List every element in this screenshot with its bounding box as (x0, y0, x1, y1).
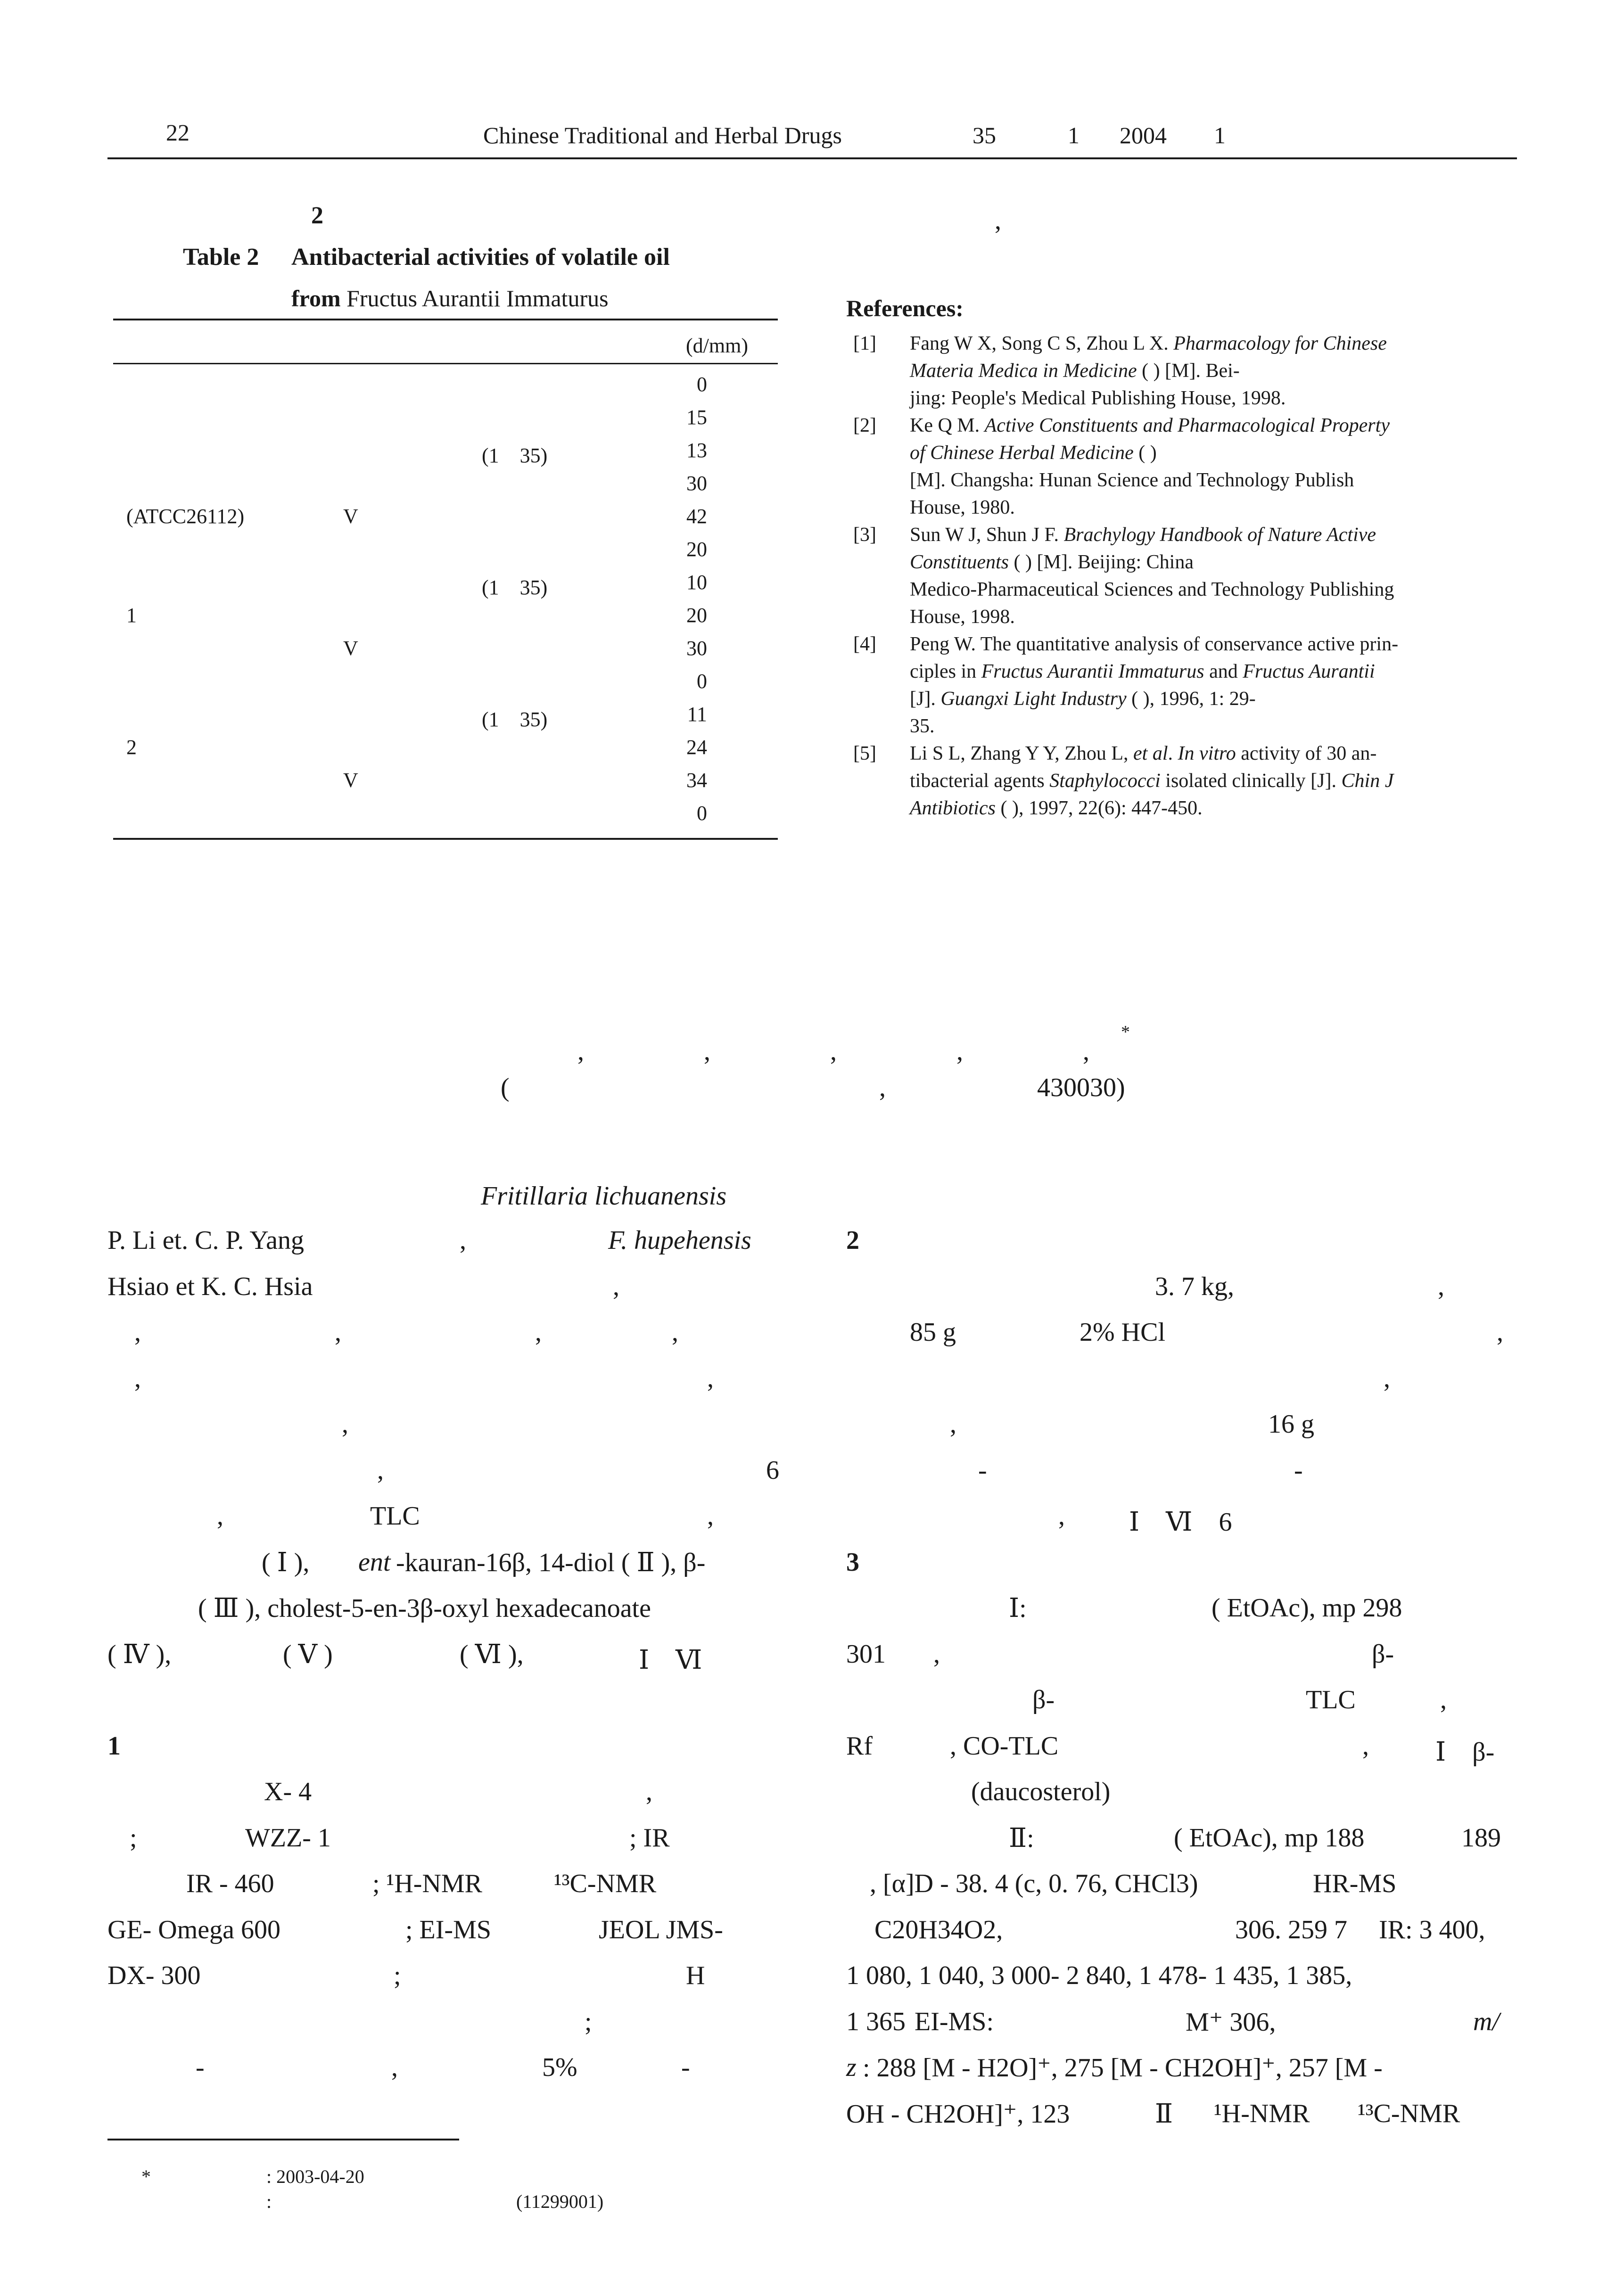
reference-text: Brachylogy Handbook of Nature Active (1063, 524, 1376, 546)
reference-text: Antibiotics (910, 797, 996, 819)
body-text: Rf (846, 1731, 873, 1761)
table2-title-species: Fructus Aurantii Immaturus (346, 285, 609, 312)
reference-text: ( ), 1997, 22(6): 447-450. (996, 797, 1203, 819)
body-text: , (342, 1410, 348, 1439)
table2-cell-value: 20 (686, 604, 707, 627)
body-text: ; (130, 1823, 137, 1853)
table2-title-from: from (291, 285, 341, 312)
body-text: m/ (1473, 2007, 1500, 2036)
body-text: 6 (766, 1456, 779, 1485)
body-text: ( EtOAc), mp 298 (1211, 1593, 1402, 1623)
reference-line (910, 795, 1203, 822)
body-text: Ⅰ: (1009, 1594, 1027, 1623)
body-text: 189 (1461, 1823, 1501, 1853)
reference-text: House, 1980. (910, 497, 1015, 518)
body-text: , (950, 1410, 956, 1439)
reference-text: et al (1133, 743, 1168, 764)
body-text: , [α]D - 38. 4 (c, 0. 76, CHCl3) (870, 1869, 1198, 1898)
table2-cell-organism: 1 (126, 604, 137, 627)
body-text: 301 (846, 1640, 886, 1669)
affiliation-postcode: 430030) (1037, 1073, 1125, 1102)
table2-cell-type: V (343, 637, 358, 660)
table2-cell-value: 30 (686, 472, 707, 495)
body-text: ( EtOAc), mp 188 (1174, 1823, 1365, 1853)
fund-colon: : (266, 2191, 272, 2212)
body-text: ( Ⅰ ), (262, 1548, 310, 1577)
table2-cell-value: 0 (697, 802, 707, 825)
journal-year: 2004 (1120, 122, 1167, 148)
body-text: ( Ⅵ ), (460, 1640, 524, 1669)
table2-cell-value: 42 (686, 505, 707, 528)
journal-month: 1 (1214, 122, 1226, 148)
body-text: , (672, 1318, 678, 1347)
received-date: : 2003-04-20 (266, 2166, 364, 2187)
body-text: EI-MS: (915, 2007, 994, 2036)
reference-line (910, 412, 1390, 439)
journal-issue: 1 (1068, 122, 1080, 148)
reference-line (910, 330, 1387, 357)
body-text: ( Ⅴ ) (283, 1640, 333, 1669)
table2-cell-value: 0 (697, 670, 707, 693)
body-text: , (1384, 1364, 1390, 1393)
body-text: P. Li et. C. P. Yang (107, 1226, 305, 1255)
body-text: ( Ⅲ ), cholest-5-en-3β-oxyl hexadecanoate (198, 1594, 651, 1623)
fund-code: (11299001) (516, 2191, 604, 2212)
table2-cell-value: 30 (686, 637, 707, 660)
body-text: GE- Omega 600 (107, 1915, 281, 1944)
table2-number: 2 (311, 202, 323, 229)
footnote-rule (107, 2139, 459, 2140)
reference-text: activity of 30 an- (1236, 743, 1377, 764)
affiliation-open: ( (501, 1073, 510, 1102)
reference-line (910, 740, 1376, 767)
body-text: ; ¹H-NMR (372, 1869, 483, 1898)
body-text: Fritillaria lichuanensis (481, 1181, 727, 1211)
reference-text: ( ), 1996, 1: 29- (1126, 688, 1256, 710)
reference-text: isolated clinically [J]. (1160, 770, 1342, 792)
body-text: 306. 259 7 (1235, 1915, 1347, 1944)
body-text: , (613, 1272, 619, 1301)
body-text: - (978, 1456, 987, 1485)
body-text: Ⅰ Ⅵ 6 (1129, 1508, 1232, 1537)
body-text: ¹³C-NMR (1358, 2099, 1460, 2128)
body-text: , CO-TLC (950, 1731, 1059, 1761)
body-text: 3. 7 kg, (1155, 1272, 1234, 1301)
body-text: 1 365 (846, 2007, 906, 2036)
body-text: Ⅱ (1155, 2099, 1173, 2129)
table2-cell-dilution: (1 35) (482, 444, 548, 467)
corresponding-star: * (1121, 1022, 1130, 1042)
table2-label: Table 2 (183, 244, 259, 271)
reference-text: jing: People's Medical Publishing House, 1998. (910, 387, 1286, 409)
reference-text: Sun W J, Shun J F. (910, 524, 1064, 546)
table2-cell-value: 11 (687, 703, 707, 726)
body-text: ( Ⅳ ), (107, 1640, 172, 1669)
journal-title: Chinese Traditional and Herbal Drugs (483, 122, 842, 148)
reference-text: of Chinese Herbal Medicine (910, 442, 1134, 464)
reference-line (910, 685, 1256, 713)
reference-text: Constituents (910, 551, 1009, 573)
reference-line (910, 576, 1394, 603)
body-text: DX- 300 (107, 1961, 201, 1990)
reference-line (910, 603, 1015, 631)
reference-text: Chin J (1341, 770, 1394, 792)
reference-text: [M]. Changsha: Hunan Science and Technology Publish (910, 469, 1354, 491)
body-text: 5% (542, 2053, 577, 2082)
reference-line (910, 713, 935, 740)
table2-cell-value: 13 (686, 439, 707, 462)
body-text: , (460, 1226, 466, 1255)
table2-cell-value: 15 (686, 406, 707, 429)
body-text: TLC (1306, 1685, 1356, 1714)
body-text: Ⅱ: (1009, 1824, 1034, 1853)
reference-line (910, 357, 1240, 385)
body-text: WZZ- 1 (245, 1823, 331, 1853)
body-text: - (681, 2053, 690, 2082)
reference-text: Li S L, Zhang Y Y, Zhou L, (910, 743, 1134, 764)
table2-cell-value: 20 (686, 538, 707, 561)
table2-cell-organism: (ATCC26112) (126, 505, 245, 528)
table2-title-line1: Antibacterial activities of volatile oil (291, 244, 670, 271)
reference-line (910, 658, 1375, 685)
body-text: ¹³C-NMR (554, 1869, 657, 1898)
reference-number: [2] (853, 415, 876, 436)
reference-text: Fructus Aurantii Immaturus (981, 661, 1204, 682)
body-text: ; (394, 1961, 401, 1990)
reference-text: ( ) [M]. Beijing: China (1009, 551, 1194, 573)
table2-header-rule (113, 363, 778, 364)
reference-text: Fructus Aurantii (1243, 661, 1375, 682)
body-text: , (1438, 1272, 1444, 1301)
header-rule (107, 157, 1517, 159)
body-text: ; EI-MS (405, 1915, 491, 1944)
body-text: ; IR (629, 1823, 670, 1853)
reference-number: [4] (853, 633, 876, 655)
footnote-star: * (141, 2166, 151, 2187)
reference-text: ( ) (1133, 442, 1157, 464)
body-text: : 288 [M - H2O]⁺, 275 [M - CH2OH]⁺, 257 [M - (863, 2053, 1383, 2083)
reference-line (910, 494, 1015, 521)
reference-text: tibacterial agents (910, 770, 1050, 792)
body-text: - (196, 2053, 205, 2082)
body-text: Ⅰ β- (1435, 1738, 1495, 1767)
body-text: IR: 3 400, (1379, 1915, 1485, 1944)
body-text: - (1294, 1456, 1303, 1485)
body-text: M⁺ 306, (1186, 2008, 1276, 2037)
body-text: 85 g (910, 1318, 956, 1347)
reference-line (910, 767, 1393, 795)
reference-number: [1] (853, 333, 876, 354)
body-text: , (377, 1456, 384, 1485)
body-text: -kauran-16β, 14-diol ( Ⅱ ), β- (396, 1548, 706, 1577)
reference-text: [J]. (910, 688, 941, 710)
body-text: , (1440, 1685, 1447, 1714)
body-text: 3 (846, 1548, 859, 1577)
body-text: z (846, 2053, 857, 2082)
reference-number: [5] (853, 743, 876, 764)
body-text: , (134, 1318, 141, 1347)
reference-line (910, 439, 1157, 467)
table2-cell-value: 34 (686, 769, 707, 792)
reference-text: ciples in (910, 661, 981, 682)
body-text: ; (585, 2007, 592, 2036)
body-text: 2% HCl (1080, 1318, 1165, 1347)
body-text: , (217, 1501, 223, 1531)
reference-text: Fang W X, Song C S, Zhou L X. (910, 333, 1174, 354)
body-text: , (1362, 1731, 1369, 1761)
body-text: ¹H-NMR (1214, 2099, 1310, 2128)
body-text: , (134, 1364, 141, 1393)
author-list: , , , , , (577, 1037, 1092, 1066)
reference-text: ( ) [M]. Bei- (1137, 360, 1240, 382)
body-text: Ⅰ Ⅵ (639, 1646, 702, 1675)
page-number: 22 (166, 119, 190, 146)
reference-text: Active Constituents and Pharmacological Property (984, 415, 1390, 436)
body-text: , (535, 1318, 542, 1347)
body-text: β- (1032, 1685, 1055, 1714)
body-text: 1 080, 1 040, 3 000- 2 840, 1 478- 1 435, 1 385, (846, 1961, 1352, 1990)
reference-text: Pharmacology for Chinese (1173, 333, 1387, 354)
reference-number: [3] (853, 524, 876, 546)
reference-text: Peng W. The quantitative analysis of conservance active prin- (910, 633, 1399, 655)
body-text: 2 (846, 1226, 859, 1255)
reference-text: and (1204, 661, 1243, 682)
affiliation-comma: , (879, 1073, 886, 1102)
body-text: (daucosterol) (971, 1777, 1111, 1806)
reference-text: . (1168, 743, 1178, 764)
table2-top-rule (113, 319, 778, 320)
body-text: 16 g (1268, 1410, 1314, 1439)
reference-line (910, 521, 1376, 549)
references-heading: References: (846, 295, 964, 321)
table2-cell-dilution: (1 35) (482, 708, 548, 731)
body-text: 1 (107, 1731, 121, 1761)
body-text: , (391, 2053, 398, 2082)
reference-line (910, 549, 1194, 576)
table2-cell-value: 24 (686, 736, 707, 759)
body-text: X- 4 (264, 1777, 312, 1806)
body-text: F. hupehensis (608, 1226, 751, 1255)
table2-cell-value: 0 (697, 373, 707, 396)
reference-line (910, 467, 1354, 494)
body-text: ent (358, 1548, 391, 1577)
body-text: TLC (370, 1501, 420, 1531)
table2-unit: (d/mm) (686, 334, 748, 357)
body-text: , (933, 1640, 940, 1669)
body-text: , (1497, 1318, 1503, 1347)
body-text: , (1058, 1501, 1065, 1531)
table2-title-line2 (291, 285, 609, 312)
body-text: C20H34O2, (874, 1915, 1003, 1944)
table2-cell-organism: 2 (126, 736, 137, 759)
reference-text: 35. (910, 715, 935, 737)
reference-text: Guangxi Light Industry (940, 688, 1127, 710)
reference-text: Staphylococci (1049, 770, 1161, 792)
body-text: , (707, 1364, 714, 1393)
reference-text: In vitro (1178, 743, 1236, 764)
body-text: JEOL JMS- (599, 1915, 723, 1944)
body-text: H (686, 1961, 705, 1990)
body-text: OH - CH2OH]⁺, 123 (846, 2099, 1070, 2129)
body-text: HR-MS (1313, 1869, 1397, 1898)
reference-line (910, 631, 1398, 658)
journal-volume: 35 (972, 122, 996, 148)
body-text: , (646, 1777, 652, 1806)
table2-cell-value: 10 (686, 571, 707, 594)
body-text: β- (1372, 1640, 1394, 1669)
body-text: , (335, 1318, 341, 1347)
reference-line (910, 385, 1286, 412)
table2-cell-type: V (343, 769, 358, 792)
body-text: , (707, 1501, 714, 1531)
body-text: Hsiao et K. C. Hsia (107, 1272, 313, 1301)
table2-cell-dilution: (1 35) (482, 576, 548, 599)
body-text: IR - 460 (186, 1869, 274, 1898)
reference-text: Medico-Pharmaceutical Sciences and Technology Publishing (910, 579, 1394, 600)
table2-bottom-rule (113, 838, 778, 840)
reference-text: House, 1998. (910, 606, 1015, 628)
reference-text: Ke Q M. (910, 415, 985, 436)
reference-text: Materia Medica in Medicine (910, 360, 1137, 382)
right-top-comma: , (995, 206, 1001, 235)
table2-cell-type: V (343, 505, 358, 528)
